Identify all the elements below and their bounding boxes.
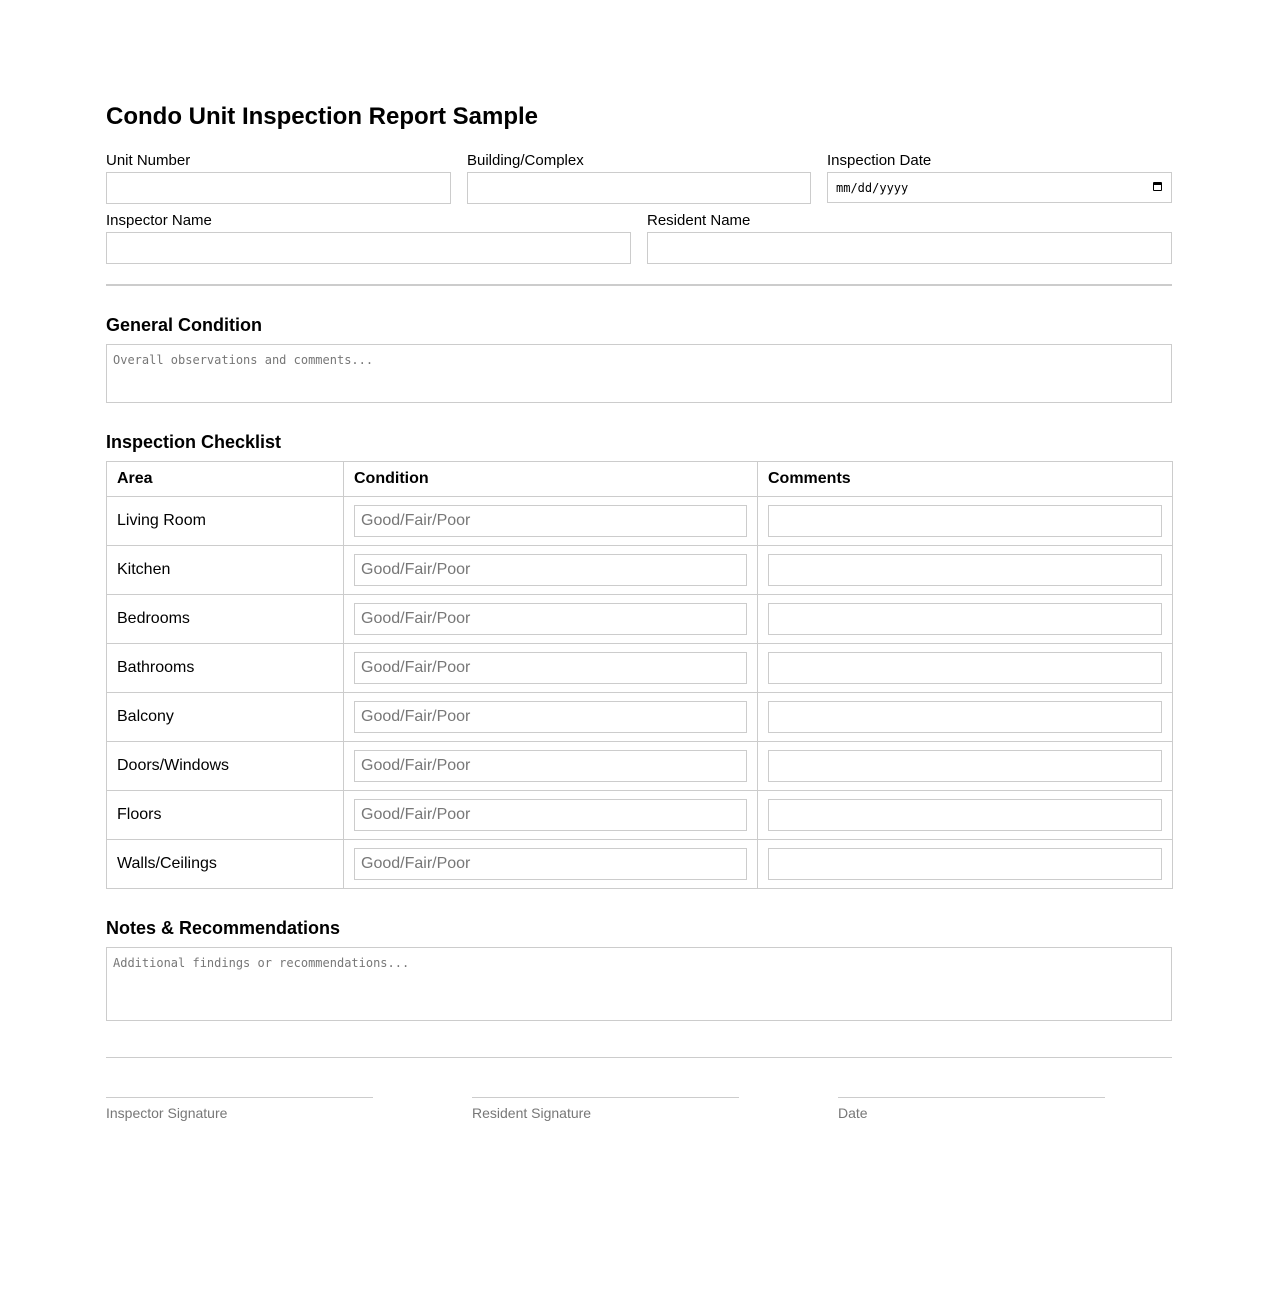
building-field [467,152,811,204]
comments-cell [758,546,1173,595]
inspector-signature[interactable] [106,1097,373,1121]
condition-input[interactable] [354,603,747,635]
checklist-table [106,461,1173,889]
resident-signature-label: Resident Signature [472,1105,592,1121]
condition-cell [344,595,758,644]
area-cell: Walls/Ceilings [107,840,344,889]
table-row [107,546,1173,595]
divider [106,1057,1172,1058]
inspector-name-label: Inspector Name [106,212,212,229]
checklist-heading: Inspection Checklist [106,432,282,452]
column-header-comments: Comments [758,462,1173,497]
condition-cell [344,742,758,791]
inspection-date-input[interactable] [827,172,1172,203]
column-header-area: Area [107,462,344,497]
comments-cell [758,791,1173,840]
building-input[interactable] [467,172,811,204]
general-condition-placeholder: Overall observations and comments... [113,353,374,367]
notes-heading: Notes & Recommendations [106,918,341,938]
condition-cell [344,546,758,595]
table-row [107,693,1173,742]
date-placeholder: mm/dd/yyyy [836,181,909,195]
inspection-date-label: Inspection Date [827,152,932,169]
notes-textarea[interactable] [106,947,1172,1021]
table-row [107,742,1173,791]
signature-line [838,1097,1105,1098]
comments-input[interactable] [768,505,1162,537]
condition-placeholder: Good/Fair/Poor [361,610,471,627]
condition-cell [344,497,758,546]
comments-cell [758,595,1173,644]
unit-number-label: Unit Number [106,152,191,169]
area-cell: Doors/Windows [107,742,344,791]
general-condition-heading: General Condition [106,315,263,335]
condition-input[interactable] [354,799,747,831]
table-row [107,840,1173,889]
building-label: Building/Complex [467,152,584,169]
condition-input[interactable] [354,505,747,537]
area-cell: Bathrooms [107,644,344,693]
page-title: Condo Unit Inspection Report Sample [106,103,539,130]
divider [106,284,1172,286]
comments-input[interactable] [768,701,1162,733]
area-cell: Floors [107,791,344,840]
condition-placeholder: Good/Fair/Poor [361,561,471,578]
unit-number-input[interactable] [106,172,451,204]
signature-line [472,1097,739,1098]
area-cell: Kitchen [107,546,344,595]
comments-input[interactable] [768,799,1162,831]
resident-signature[interactable] [472,1097,739,1121]
table-row [107,497,1173,546]
comments-input[interactable] [768,750,1162,782]
condition-input[interactable] [354,701,747,733]
signature-date[interactable] [838,1097,1105,1121]
comments-cell [758,742,1173,791]
signature-line [106,1097,373,1098]
column-header-condition: Condition [344,462,758,497]
condition-placeholder: Good/Fair/Poor [361,855,471,872]
area-cell: Bedrooms [107,595,344,644]
inspector-name-input[interactable] [106,232,631,264]
condition-cell [344,840,758,889]
condition-placeholder: Good/Fair/Poor [361,512,471,529]
condition-cell [344,791,758,840]
comments-input[interactable] [768,603,1162,635]
comments-cell [758,644,1173,693]
condition-input[interactable] [354,848,747,880]
inspector-name-field [106,212,631,264]
area-cell: Living Room [107,497,344,546]
condition-input[interactable] [354,750,747,782]
condition-input[interactable] [354,652,747,684]
condition-placeholder: Good/Fair/Poor [361,806,471,823]
comments-cell [758,693,1173,742]
resident-name-input[interactable] [647,232,1172,264]
condition-placeholder: Good/Fair/Poor [361,659,471,676]
calendar-icon[interactable] [1153,182,1162,191]
comments-cell [758,840,1173,889]
area-cell: Balcony [107,693,344,742]
general-condition-textarea[interactable] [106,344,1172,403]
condition-cell [344,693,758,742]
resident-name-field [647,212,1172,264]
table-row [107,791,1173,840]
signature-date-label: Date [838,1105,868,1121]
condition-cell [344,644,758,693]
condition-placeholder: Good/Fair/Poor [361,757,471,774]
inspection-date-field [827,152,1172,203]
comments-input[interactable] [768,848,1162,880]
comments-input[interactable] [768,554,1162,586]
inspector-signature-label: Inspector Signature [106,1105,228,1121]
comments-input[interactable] [768,652,1162,684]
condition-placeholder: Good/Fair/Poor [361,708,471,725]
condition-input[interactable] [354,554,747,586]
table-row [107,644,1173,693]
table-header-row [107,462,1173,497]
resident-name-label: Resident Name [647,212,751,229]
comments-cell [758,497,1173,546]
unit-number-field [106,152,451,204]
notes-placeholder: Additional findings or recommendations... [113,956,410,970]
table-row [107,595,1173,644]
